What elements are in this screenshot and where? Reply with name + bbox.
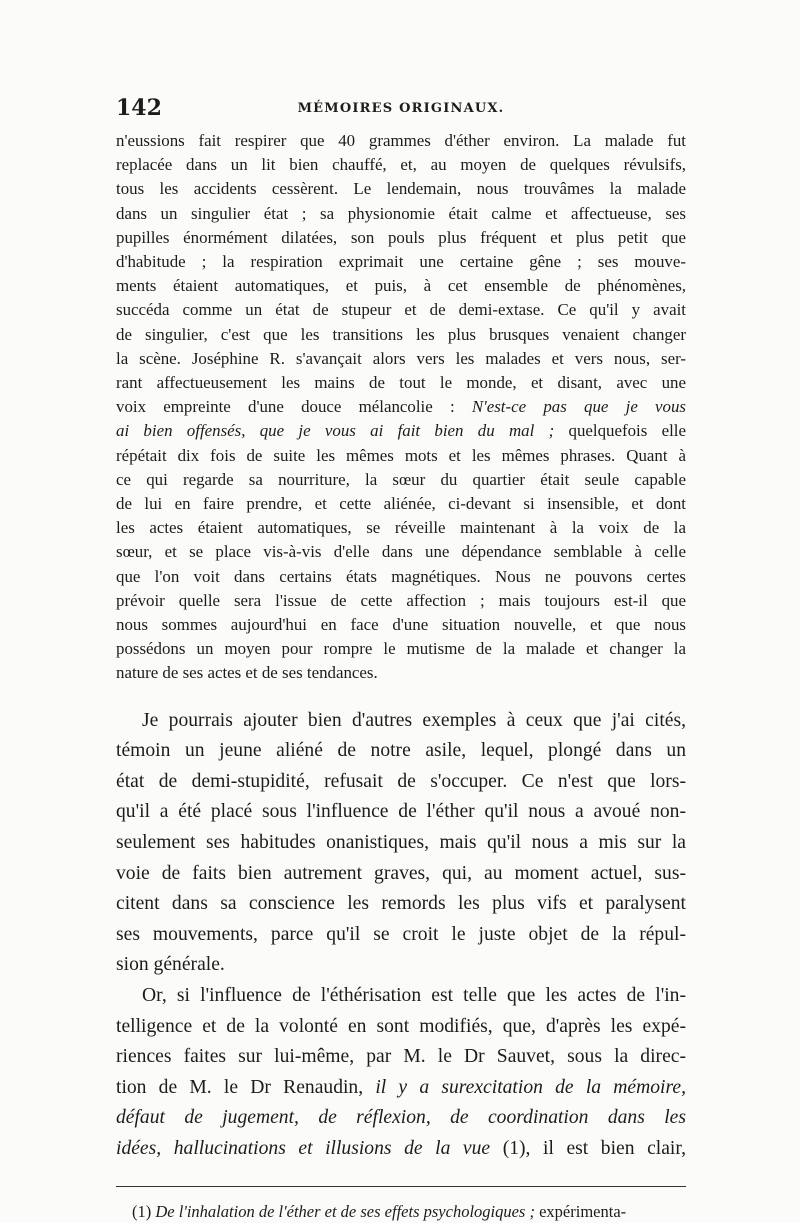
text-line (116, 395, 686, 419)
text-line: qu'il a été placé sous l'influence de l'éther qu'il nous a avoué non- (116, 801, 686, 823)
footnote-divider (116, 1186, 686, 1187)
paragraph-etherization (116, 981, 686, 1165)
text-line: de lui en faire prendre, et cette aliénée, ci-devant si insensible, et dont (116, 494, 686, 514)
quoted-speech: N'est-ce pas que je vous (471, 397, 686, 417)
text-line: sœur, et se place vis-à-vis d'elle dans une dépendance semblable à celle (116, 542, 686, 562)
text-line: n'eussions fait respirer que 40 grammes d'éther environ. La malade fut (116, 131, 686, 150)
text-line: d'habitude ; la respiration exprimait une certaine gêne ; ses mouve- (116, 252, 686, 272)
text-line (116, 419, 686, 443)
italic-citation: il y a surexcitation de la mémoire, (375, 1076, 686, 1098)
text-line: telligence et de la volonté en sont modifiés, que, d'après les expé- (116, 1015, 686, 1037)
book-page (116, 95, 686, 1223)
paragraph-case-report (116, 129, 686, 686)
text-line: succéda comme un état de stupeur et de demi-extase. Ce qu'il y avait (116, 300, 686, 320)
text-line: possédons un moyen pour rompre le mutisme de la malade et changer la (116, 639, 686, 659)
text-run: voix empreinte d'une douce mélancolie : (116, 397, 472, 417)
text-line: pupilles énormément dilatées, son pouls plus fréquent et plus petit que (116, 227, 686, 247)
footnote-marker: (1) (132, 1201, 156, 1221)
text-line: voie de faits bien autrement graves, qui, au moment actuel, sus- (116, 862, 686, 884)
running-title: MÉMOIRES ORIGINAUX. (297, 101, 505, 116)
text-line: rant affectueusement les mains de tout le monde, et disant, avec une (116, 373, 686, 393)
text-line: ce qui regarde sa nourriture, la sœur du quartier était seule capable (116, 469, 686, 489)
text-line: ses mouvements, parce qu'il se croit le juste objet de la répul- (116, 923, 686, 945)
page-number: 142 (116, 95, 162, 121)
text-line: Je pourrais ajouter bien d'autres exemples à ceux que j'ai cités, (142, 709, 686, 731)
text-line: état de demi-stupidité, refusait de s'occuper. Ce n'est que lors- (116, 770, 686, 792)
italic-citation: idées, hallucinations et illusions de la vue (116, 1137, 491, 1159)
text-run: (1), il est bien clair, (490, 1137, 687, 1159)
text-line: dans un singulier état ; sa physionomie était calme et affectueuse, ses (116, 203, 686, 223)
text-line: la scène. Joséphine R. s'avançait alors vers les malades et vers nous, ser- (116, 348, 686, 368)
text-line (116, 1073, 686, 1104)
text-line: nature de ses actes et de ses tendances. (116, 663, 378, 683)
page-header (116, 95, 686, 129)
text-line: prévoir quelle sera l'issue de cette affection ; mais toujours est-il que (116, 590, 686, 610)
text-line: seulement ses habitudes onanistiques, mais qu'il nous a mis sur la (116, 832, 686, 854)
paragraph-other-examples (116, 706, 686, 981)
text-line: ments étaient automatiques, et puis, à cet ensemble de phénomènes, (116, 276, 686, 296)
footnote-title: De l'inhalation de l'éther et de ses effets psychologiques ; (155, 1201, 535, 1221)
text-run: tion de M. le Dr Renaudin, (116, 1076, 376, 1098)
text-line: sion générale. (116, 954, 225, 976)
footnote (116, 1201, 686, 1223)
text-line: replacée dans un lit bien chauffé, et, au moyen de quelques révulsifs, (116, 155, 686, 175)
quoted-speech: ai bien offensés, que je vous ai fait bien du mal ; (116, 421, 555, 441)
text-line (116, 1103, 686, 1134)
text-line: témoin un jeune aliéné de notre asile, lequel, plongé dans un (116, 740, 686, 762)
text-line: répétait dix fois de suite les mêmes mots et les mêmes phrases. Quant à (116, 445, 686, 465)
text-run: quelquefois elle (554, 421, 686, 441)
text-line: les actes étaient automatiques, se réveille maintenant à la voix de la (116, 518, 686, 538)
text-line: Or, si l'influence de l'éthérisation est telle que les actes de l'in- (142, 985, 686, 1007)
text-line: riences faites sur lui-même, par M. le Dr Sauvet, sous la direc- (116, 1046, 686, 1068)
footnote-text: expérimenta- (534, 1201, 627, 1221)
text-line: citent dans sa conscience les remords les plus vifs et paralysent (116, 893, 686, 915)
text-line (116, 1134, 686, 1165)
text-line: de singulier, c'est que les transitions les plus brusques venaient changer (116, 324, 686, 344)
text-line: nous sommes aujourd'hui en face d'une situation nouvelle, et que nous (116, 615, 686, 635)
italic-citation: défaut de jugement, de réflexion, de coordination dans les (116, 1107, 686, 1129)
text-line: que l'on voit dans certains états magnétiques. Nous ne pouvons certes (116, 566, 686, 586)
text-line: tous les accidents cessèrent. Le lendemain, nous trouvâmes la malade (116, 179, 686, 199)
